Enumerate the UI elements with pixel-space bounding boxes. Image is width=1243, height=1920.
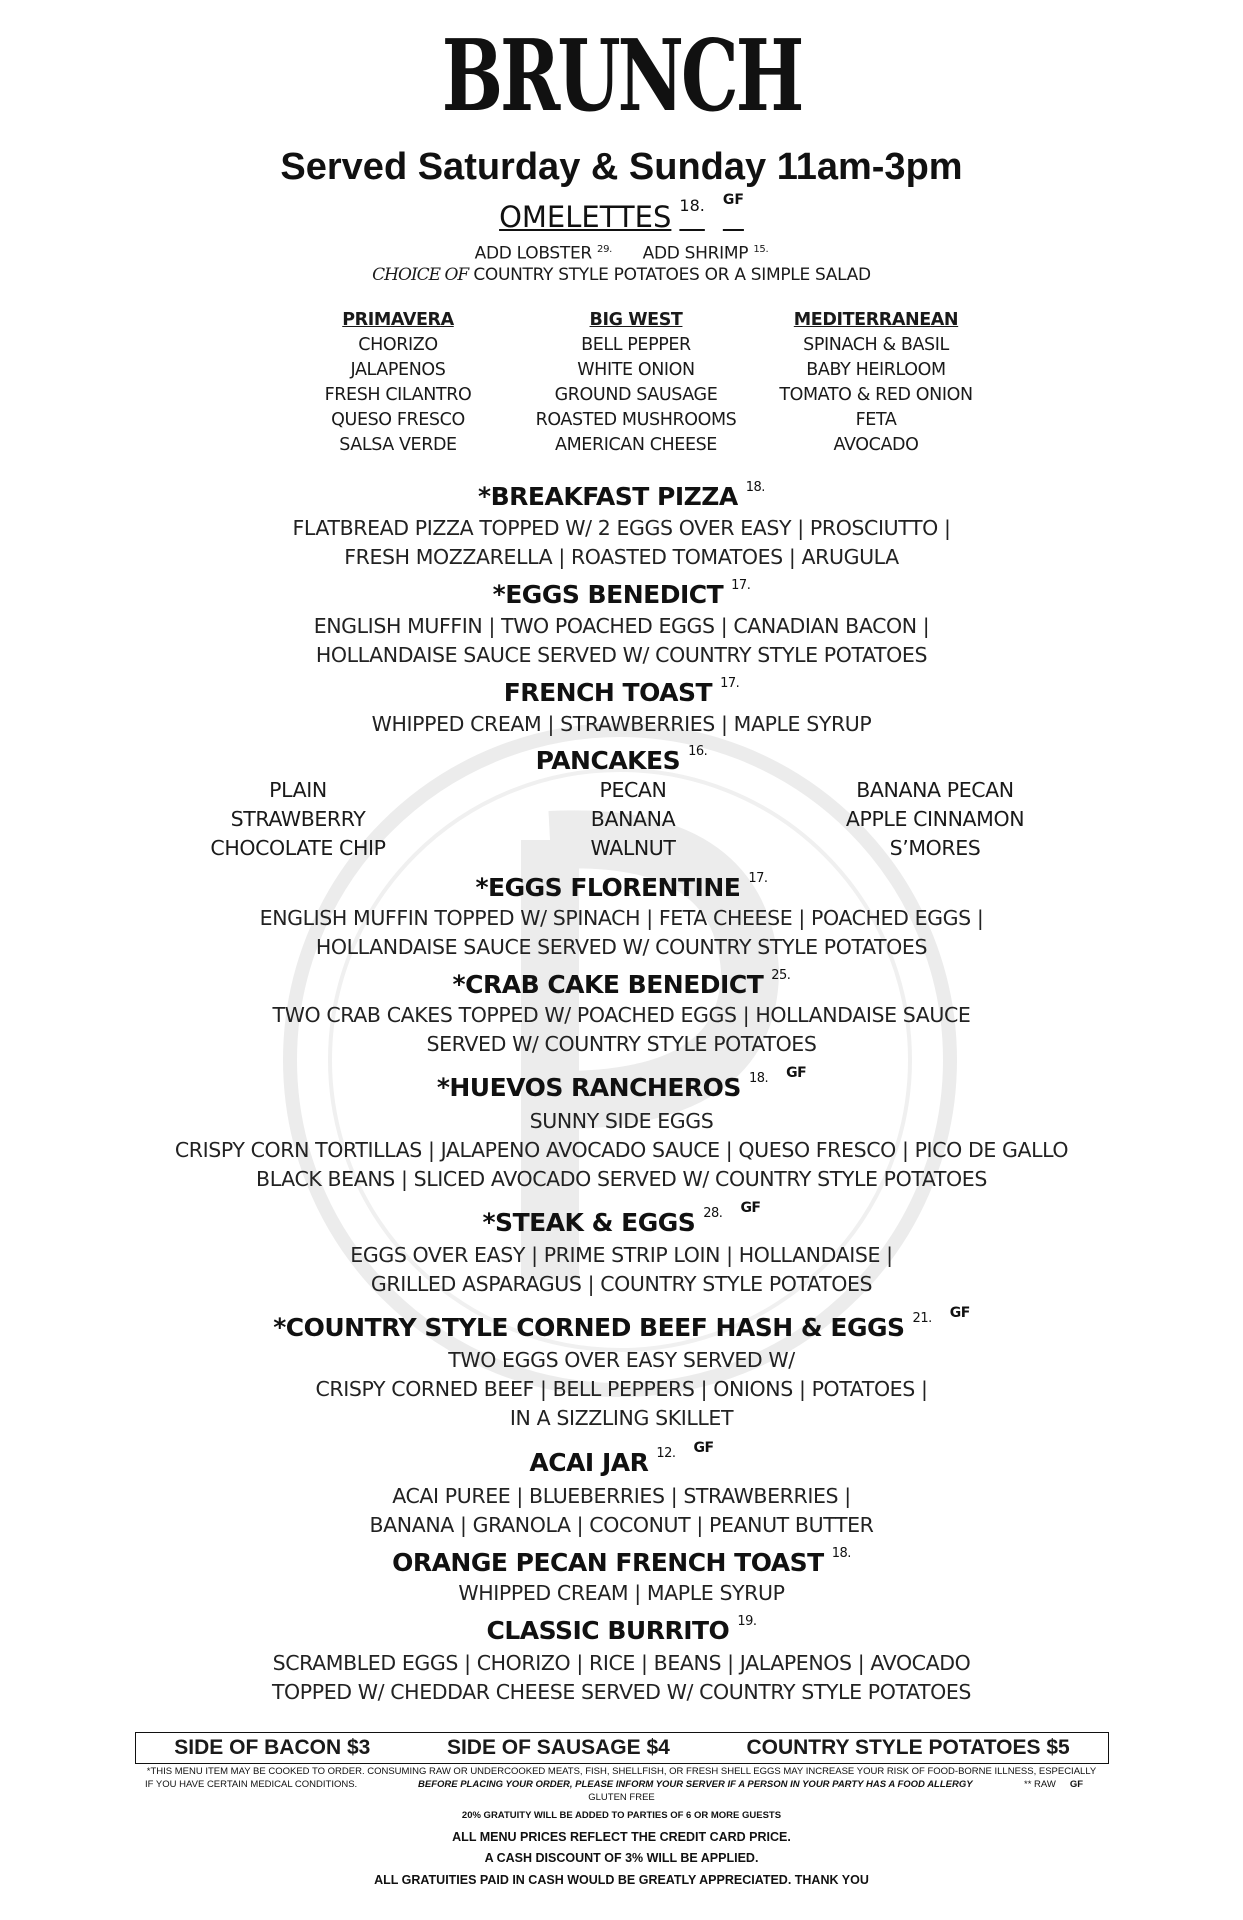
raw-food-warning: *THIS MENU ITEM MAY BE COOKED TO ORDER. CONSUMING RAW OR UNDERCOOKED MEATS, FISH, SHELLFISH, OR FRESH SHELL EGGS MAY INCREASE YOUR RISK OF FOOD-BORNE ILLNESS, ESPECIALLY	[146, 1766, 1097, 1777]
list-item: CHORIZO	[358, 335, 438, 355]
list-item: FETA	[855, 410, 897, 430]
description-line: SERVED W/ COUNTRY STYLE POTATOES	[426, 1032, 817, 1056]
cash-gratuity-note: ALL GRATUITIES PAID IN CASH WOULD BE GREATLY APPRECIATED. THANK YOU	[374, 1873, 869, 1887]
description-line: SCRAMBLED EGGS | CHORIZO | RICE | BEANS | JALAPENOS | AVOCADO	[272, 1651, 971, 1675]
menu-item-name: *EGGS FLORENTINE	[475, 873, 741, 902]
omelette-column-primavera	[278, 308, 518, 458]
omelette-column-big-west	[516, 308, 756, 458]
description-line: BANANA | GRANOLA | COCONUT | PEANUT BUTTER	[369, 1513, 874, 1537]
menu-item-heading	[0, 1305, 1243, 1342]
description-line: BLACK BEANS | SLICED AVOCADO SERVED W/ COUNTRY STYLE POTATOES	[256, 1167, 987, 1191]
gf-badge: GF	[786, 1065, 807, 1081]
menu-item-price: 21.	[912, 1311, 932, 1326]
omelette-column-heading: MEDITERRANEAN	[793, 310, 959, 330]
list-item: APPLE CINNAMON	[845, 807, 1025, 831]
menu-item-name: *HUEVOS RANCHEROS	[436, 1073, 741, 1102]
list-item: WALNUT	[590, 836, 676, 860]
menu-item-description	[0, 514, 1243, 572]
description-line: FLATBREAD PIZZA TOPPED W/ 2 EGGS OVER EASY | PROSCIUTTO |	[292, 516, 951, 540]
description-line: ENGLISH MUFFIN | TWO POACHED EGGS | CANADIAN BACON |	[313, 614, 930, 638]
list-item: SPINACH & BASIL	[803, 335, 949, 355]
list-item: AVOCADO	[833, 435, 919, 455]
side-potatoes: COUNTRY STYLE POTATOES $5	[746, 1736, 1070, 1759]
side-sausage: SIDE OF SAUSAGE $4	[446, 1736, 670, 1759]
list-item: WHITE ONION	[577, 360, 695, 380]
pancake-options-column	[168, 776, 428, 863]
menu-item-name: *EGGS BENEDICT	[492, 580, 724, 609]
list-item: GROUND SAUSAGE	[554, 385, 718, 405]
omelette-column-mediterranean	[756, 308, 996, 458]
menu-item-description	[0, 710, 1243, 739]
choice-of-text: COUNTRY STYLE POTATOES OR A SIMPLE SALAD	[473, 265, 871, 285]
gf-badge: GF	[693, 1440, 714, 1456]
omelettes-title: OMELETTES	[499, 200, 672, 234]
menu-item-price: 18.	[831, 1546, 851, 1561]
list-item: PECAN	[599, 778, 667, 802]
menu-item-price: 12.	[656, 1446, 676, 1461]
list-item: CHOCOLATE CHIP	[210, 836, 386, 860]
list-item: SALSA VERDE	[339, 435, 457, 455]
menu-item-heading	[0, 1616, 1243, 1645]
menu-item-description	[0, 612, 1243, 670]
list-item: STRAWBERRY	[230, 807, 366, 831]
menu-item-name: *CRAB CAKE BENEDICT	[452, 970, 764, 999]
list-item: S’MORES	[889, 836, 981, 860]
add-lobster-label: ADD LOBSTER	[474, 243, 592, 264]
menu-item-name: *BREAKFAST PIZZA	[478, 482, 738, 511]
menu-item-heading	[0, 873, 1243, 902]
list-item: QUESO FRESCO	[331, 410, 465, 430]
menu-item-description	[0, 1107, 1243, 1194]
menu-item-heading	[0, 482, 1243, 511]
description-line: HOLLANDAISE SAUCE SERVED W/ COUNTRY STYLE POTATOES	[315, 935, 928, 959]
description-line: CRISPY CORNED BEEF | BELL PEPPERS | ONIONS | POTATOES |	[315, 1377, 928, 1401]
omelettes-price: 18.	[679, 196, 705, 215]
list-item: BANANA PECAN	[856, 778, 1014, 802]
list-item: TOMATO & RED ONION	[779, 385, 973, 405]
menu-item-price: 28.	[703, 1206, 723, 1221]
menu-item-name: PANCAKES	[535, 746, 681, 775]
menu-item-heading	[0, 1548, 1243, 1577]
description-line: GRILLED ASPARAGUS | COUNTRY STYLE POTATOES	[370, 1272, 873, 1296]
omelettes-choice	[0, 263, 1243, 288]
menu-item-price: 16.	[688, 744, 708, 759]
description-line: SUNNY SIDE EGGS	[529, 1109, 714, 1133]
description-line: WHIPPED CREAM | STRAWBERRIES | MAPLE SYRUP	[371, 712, 872, 736]
menu-item-name: ACAI JAR	[529, 1448, 649, 1477]
menu-item-name: FRENCH TOAST	[503, 678, 713, 707]
menu-item-price: 18.	[748, 1071, 769, 1086]
pancake-options-column	[805, 776, 1065, 863]
service-hours: Served Saturday & Sunday 11am-3pm	[280, 146, 963, 188]
choice-of-label: CHOICE OF	[372, 265, 469, 285]
description-line: TWO EGGS OVER EASY SERVED W/	[448, 1348, 795, 1372]
list-item: BELL PEPPER	[581, 335, 691, 355]
gf-label: GF	[1069, 1779, 1084, 1790]
menu-item-price: 18.	[745, 480, 765, 495]
menu-item-heading	[0, 1440, 1243, 1477]
allergy-note: BEFORE PLACING YOUR ORDER, PLEASE INFORM YOUR SERVER IF A PERSON IN YOUR PARTY HAS A FOOD ALLERGY	[418, 1779, 973, 1790]
raw-label: ** RAW	[1024, 1779, 1056, 1790]
side-bacon: SIDE OF BACON $3	[174, 1736, 371, 1759]
list-item: ROASTED MUSHROOMS	[535, 410, 737, 430]
menu-item-price: 17.	[731, 578, 751, 593]
list-item: PLAIN	[269, 778, 327, 802]
gf-badge: GF	[740, 1200, 761, 1216]
legend-note	[1024, 1779, 1083, 1790]
sides-box	[135, 1732, 1109, 1764]
menu-item-description	[0, 1579, 1243, 1608]
description-line: ENGLISH MUFFIN TOPPED W/ SPINACH | FETA CHEESE | POACHED EGGS |	[259, 906, 984, 930]
menu-item-heading	[0, 580, 1243, 609]
description-line: TOPPED W/ CHEDDAR CHEESE SERVED W/ COUNTRY STYLE POTATOES	[271, 1680, 972, 1704]
menu-item-heading	[0, 678, 1243, 707]
menu-item-name: CLASSIC BURRITO	[486, 1616, 730, 1645]
omelette-column-heading: BIG WEST	[589, 310, 683, 330]
add-shrimp-label: ADD SHRIMP	[642, 243, 749, 264]
gluten-free-note: GLUTEN FREE	[588, 1792, 655, 1803]
menu-item-description	[0, 1241, 1243, 1299]
menu-item-description	[0, 1482, 1243, 1540]
omelette-column-heading: PRIMAVERA	[342, 310, 454, 330]
description-line: CRISPY CORN TORTILLAS | JALAPENO AVOCADO SAUCE | QUESO FRESCO | PICO DE GALLO	[174, 1138, 1069, 1162]
menu-item-description	[0, 1001, 1243, 1059]
cash-discount-note: A CASH DISCOUNT OF 3% WILL BE APPLIED.	[484, 1851, 759, 1865]
menu-item-description	[0, 1649, 1243, 1707]
description-line: IN A SIZZLING SKILLET	[509, 1406, 734, 1430]
list-item: BANANA	[590, 807, 676, 831]
gf-badge: GF	[722, 192, 744, 208]
list-item: FRESH CILANTRO	[324, 385, 472, 405]
pancake-options-column	[503, 776, 763, 863]
menu-item-name: *STEAK & EGGS	[482, 1208, 696, 1237]
menu-item-name: *COUNTRY STYLE CORNED BEEF HASH & EGGS	[273, 1313, 905, 1342]
list-item: AMERICAN CHEESE	[555, 435, 717, 455]
menu-item-heading	[0, 1200, 1243, 1237]
menu-item-description	[0, 1346, 1243, 1433]
description-line: TWO CRAB CAKES TOPPED W/ POACHED EGGS | HOLLANDAISE SAUCE	[272, 1003, 971, 1027]
description-line: ACAI PUREE | BLUEBERRIES | STRAWBERRIES |	[392, 1484, 851, 1508]
menu-item-heading	[0, 1065, 1243, 1102]
menu-item-price: 19.	[737, 1614, 757, 1629]
menu-title: BRUNCH	[441, 19, 802, 134]
menu-item-name: ORANGE PECAN FRENCH TOAST	[392, 1548, 824, 1577]
menu-item-price: 17.	[720, 676, 740, 691]
menu-item-description	[0, 904, 1243, 962]
list-item: JALAPENOS	[350, 360, 446, 380]
menu-item-heading	[0, 970, 1243, 999]
menu-item-heading	[0, 746, 1243, 775]
omelettes-heading	[0, 192, 1243, 234]
list-item: BABY HEIRLOOM	[806, 360, 946, 380]
description-line: HOLLANDAISE SAUCE SERVED W/ COUNTRY STYLE POTATOES	[315, 643, 928, 667]
description-line: FRESH MOZZARELLA | ROASTED TOMATOES | ARUGULA	[344, 545, 899, 569]
medical-conditions-note: IF YOU HAVE CERTAIN MEDICAL CONDITIONS.	[145, 1779, 358, 1790]
price-note: ALL MENU PRICES REFLECT THE CREDIT CARD PRICE.	[452, 1830, 791, 1844]
add-lobster-price: 29.	[597, 244, 613, 255]
gratuity-note: 20% GRATUITY WILL BE ADDED TO PARTIES OF 6 OR MORE GUESTS	[461, 1810, 782, 1821]
menu-item-price: 25.	[771, 968, 791, 983]
description-line: WHIPPED CREAM | MAPLE SYRUP	[458, 1581, 785, 1605]
gf-badge: GF	[949, 1305, 970, 1321]
description-line: EGGS OVER EASY | PRIME STRIP LOIN | HOLLANDAISE |	[350, 1243, 893, 1267]
menu-item-price: 17.	[748, 871, 768, 886]
add-shrimp-price: 15.	[753, 244, 769, 255]
